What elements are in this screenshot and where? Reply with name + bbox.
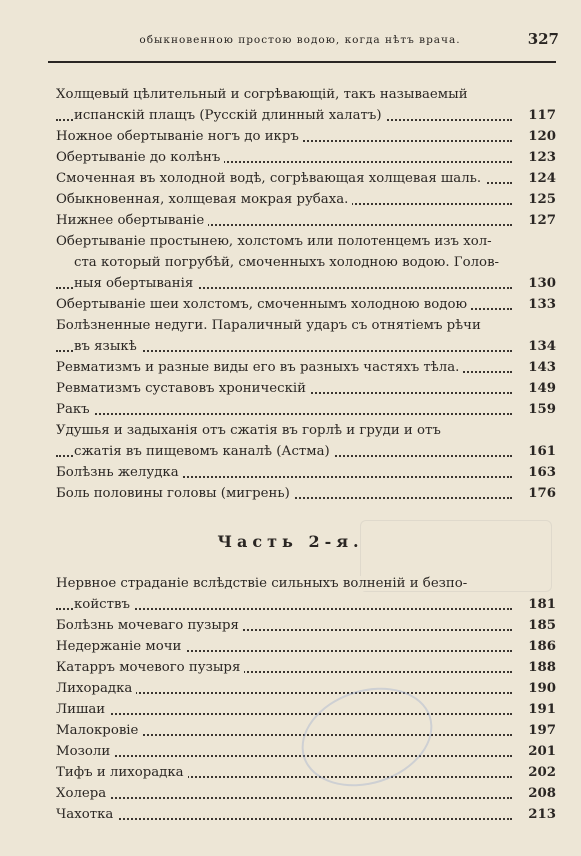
toc-entry-page: 161 — [516, 441, 556, 462]
toc-entry — [56, 210, 556, 231]
toc-entry — [56, 357, 556, 378]
toc-entry — [56, 189, 556, 210]
toc-entry-title: сжатія въ пищевомъ каналѣ (Астма) — [74, 444, 334, 459]
toc-entry-page: 159 — [516, 399, 556, 420]
page-number: 327 — [527, 30, 559, 48]
toc-entry-page: 143 — [516, 357, 556, 378]
toc-entry-title: Нижнее обертываніе — [56, 213, 208, 228]
toc-entry — [56, 783, 556, 804]
toc-entry-title: Болѣзнь мочеваго пузыря — [56, 618, 243, 633]
toc-entry-title: Чахотка — [56, 807, 117, 822]
toc-entry-title: Ножное обертываніе ногъ до икръ — [56, 129, 303, 144]
toc-entry — [56, 573, 556, 594]
toc-entry-page: 117 — [516, 105, 556, 126]
dot-leader — [56, 713, 512, 715]
toc-entry — [56, 126, 556, 147]
toc-entry — [56, 378, 556, 399]
toc-entry-page: 149 — [516, 378, 556, 399]
table-of-contents-part-2 — [56, 573, 556, 825]
toc-entry-title: Ревматизмъ суставовъ хроническій — [56, 381, 310, 396]
dot-leader — [56, 797, 512, 799]
toc-entry-title: Тифъ и лихорадка — [56, 765, 188, 780]
toc-entry — [56, 462, 556, 483]
toc-entry-title: Обертываніе шеи холстомъ, смоченнымъ холодною водою — [56, 297, 471, 312]
toc-entry-title: Ревматизмъ и разные виды его въ разныхъ частяхъ тѣла. — [56, 360, 463, 375]
toc-entry-title: Холщевый цѣлительный и согрѣвающій, такъ называемый — [56, 87, 472, 102]
toc-entry — [56, 168, 556, 189]
toc-entry — [56, 420, 556, 441]
toc-entry-page: 213 — [516, 804, 556, 825]
toc-entry — [56, 636, 556, 657]
toc-entry — [56, 678, 556, 699]
toc-entry-page: 188 — [516, 657, 556, 678]
toc-entry-page: 176 — [516, 483, 556, 504]
toc-entry-page: 186 — [516, 636, 556, 657]
toc-entry-title: Катарръ мочевого пузыря — [56, 660, 244, 675]
toc-entry — [56, 336, 556, 357]
page-header — [0, 30, 581, 54]
toc-entry — [56, 399, 556, 420]
toc-entry-page: 201 — [516, 741, 556, 762]
toc-entry-page: 208 — [516, 783, 556, 804]
toc-entry-title: ныя обертыванія — [74, 276, 197, 291]
toc-entry — [56, 804, 556, 825]
toc-entry-page: 190 — [516, 678, 556, 699]
toc-entry-page: 134 — [516, 336, 556, 357]
toc-entry — [56, 657, 556, 678]
toc-entry — [56, 615, 556, 636]
toc-entry-page: 197 — [516, 720, 556, 741]
toc-entry-title: Смоченная въ холодной водѣ, согрѣвающая холщевая шаль. — [56, 171, 485, 186]
toc-entry — [56, 594, 556, 615]
toc-entry — [56, 273, 556, 294]
dot-leader — [56, 413, 512, 415]
toc-entry-page: 127 — [516, 210, 556, 231]
toc-entry-title: Нервное страданіе вслѣдствіе сильныхъ волненій и безпо- — [56, 576, 471, 591]
toc-entry-title: въ языкѣ — [74, 339, 141, 354]
toc-entry — [56, 441, 556, 462]
toc-entry-title: Лишаи — [56, 702, 109, 717]
toc-entry-page: 124 — [516, 168, 556, 189]
toc-entry-page: 181 — [516, 594, 556, 615]
dot-leader — [56, 818, 512, 820]
toc-entry-title: Болѣзнь желудка — [56, 465, 183, 480]
toc-entry-page: 130 — [516, 273, 556, 294]
toc-entry — [56, 294, 556, 315]
toc-entry-title: испанскій плащъ (Русскій длинный халатъ) — [74, 108, 386, 123]
toc-entry — [56, 483, 556, 504]
toc-entry-title: Обертываніе до колѣнъ — [56, 150, 224, 165]
toc-entry-page: 125 — [516, 189, 556, 210]
toc-entry-title: Малокровіе — [56, 723, 142, 738]
toc-entry-title: Боль половины головы (мигрень) — [56, 486, 294, 501]
toc-entry-title: Удушья и задыханія отъ сжатія въ горлѣ и груди и отъ — [56, 423, 445, 438]
part-2-heading: Часть 2-я. — [217, 532, 364, 551]
toc-entry — [56, 147, 556, 168]
toc-entry — [56, 699, 556, 720]
toc-entry-page: 185 — [516, 615, 556, 636]
toc-entry — [56, 231, 556, 252]
toc-entry-title: Обыкновенная, холщевая мокрая рубаха. — [56, 192, 352, 207]
toc-entry-title: Обертываніе простынею, холстомъ или полотенцемъ изъ хол- — [56, 234, 496, 249]
toc-entry-page: 202 — [516, 762, 556, 783]
toc-entry-title: Ракъ — [56, 402, 94, 417]
toc-entry — [56, 105, 556, 126]
toc-entry-page: 163 — [516, 462, 556, 483]
toc-entry-page: 191 — [516, 699, 556, 720]
toc-entry-page: 120 — [516, 126, 556, 147]
toc-entry — [56, 252, 556, 273]
toc-entry-page: 123 — [516, 147, 556, 168]
running-head: обыкновенною простою водою, когда нѣтъ врача. — [139, 34, 461, 46]
table-of-contents-part-1 — [56, 84, 556, 504]
header-rule — [48, 61, 556, 63]
toc-entry-title: Болѣзненные недуги. Параличный ударъ съ отнятіемъ рѣчи — [56, 318, 485, 333]
toc-entry-title: Холера — [56, 786, 110, 801]
toc-entry — [56, 84, 556, 105]
toc-entry — [56, 315, 556, 336]
toc-entry-title: Лихорадка — [56, 681, 136, 696]
toc-entry-title: койствъ — [74, 597, 134, 612]
dot-leader — [56, 755, 512, 757]
toc-entry-title: Недержаніе мочи — [56, 639, 185, 654]
toc-entry-title: ста который погрубѣй, смоченныхъ холодною водою. Голов- — [74, 255, 503, 270]
toc-entry-title: Мозоли — [56, 744, 114, 759]
toc-entry-page: 133 — [516, 294, 556, 315]
